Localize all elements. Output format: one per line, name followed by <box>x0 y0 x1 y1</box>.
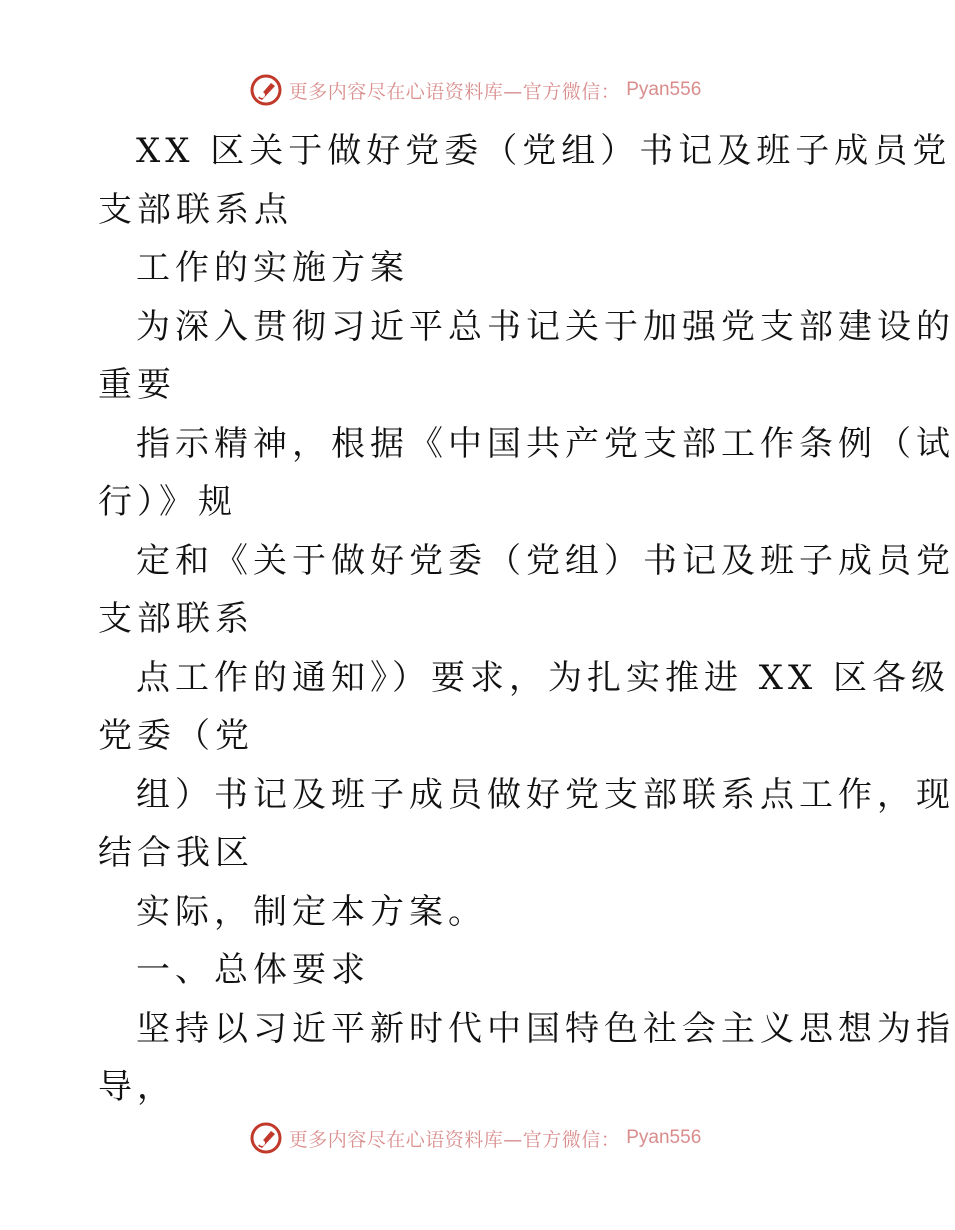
document-body <box>98 122 955 1117</box>
header-watermark <box>0 70 950 110</box>
text-line: 一、总体要求 <box>136 950 370 990</box>
pen-logo-icon <box>249 73 283 107</box>
pen-logo-icon <box>249 1121 283 1155</box>
text-line: 支部联系点 <box>98 189 293 230</box>
watermark-id: Pyan556 <box>626 79 702 100</box>
text-line: 党委（党 <box>98 716 254 756</box>
text-line: 重要 <box>98 365 176 405</box>
text-line: 指示精神，根据《中国共产党支部工作条例（试 <box>136 423 955 464</box>
text-line: 工作的实施方案 <box>136 248 409 288</box>
footer-watermark <box>0 1118 950 1158</box>
text-line: 坚持以习近平新时代中国特色社会主义思想为指 <box>136 1008 955 1049</box>
text-line: XX 区关于做好党委（党组）书记及班子成员党 <box>136 131 952 171</box>
text-line: 组）书记及班子成员做好党支部联系点工作，现 <box>136 774 955 815</box>
watermark-text: 更多内容尽在心语资料库—官方微信： <box>288 80 621 103</box>
watermark-id: Pyan556 <box>626 1127 702 1148</box>
watermark-text: 更多内容尽在心语资料库—官方微信： <box>288 1128 621 1151</box>
text-line: 点工作的通知》）要求，为扎实推进 XX 区各级 <box>136 657 951 698</box>
text-line: 行）》规 <box>98 482 237 522</box>
text-line: 结合我区 <box>98 833 254 873</box>
text-line: 定和《关于做好党委（党组）书记及班子成员党 <box>136 540 955 581</box>
text-line: 支部联系 <box>98 599 254 639</box>
text-line: 实际，制定本方案。 <box>136 891 487 932</box>
text-line: 为深入贯彻习近平总书记关于加强党支部建设的 <box>136 306 955 347</box>
text-line: 导， <box>98 1067 176 1107</box>
